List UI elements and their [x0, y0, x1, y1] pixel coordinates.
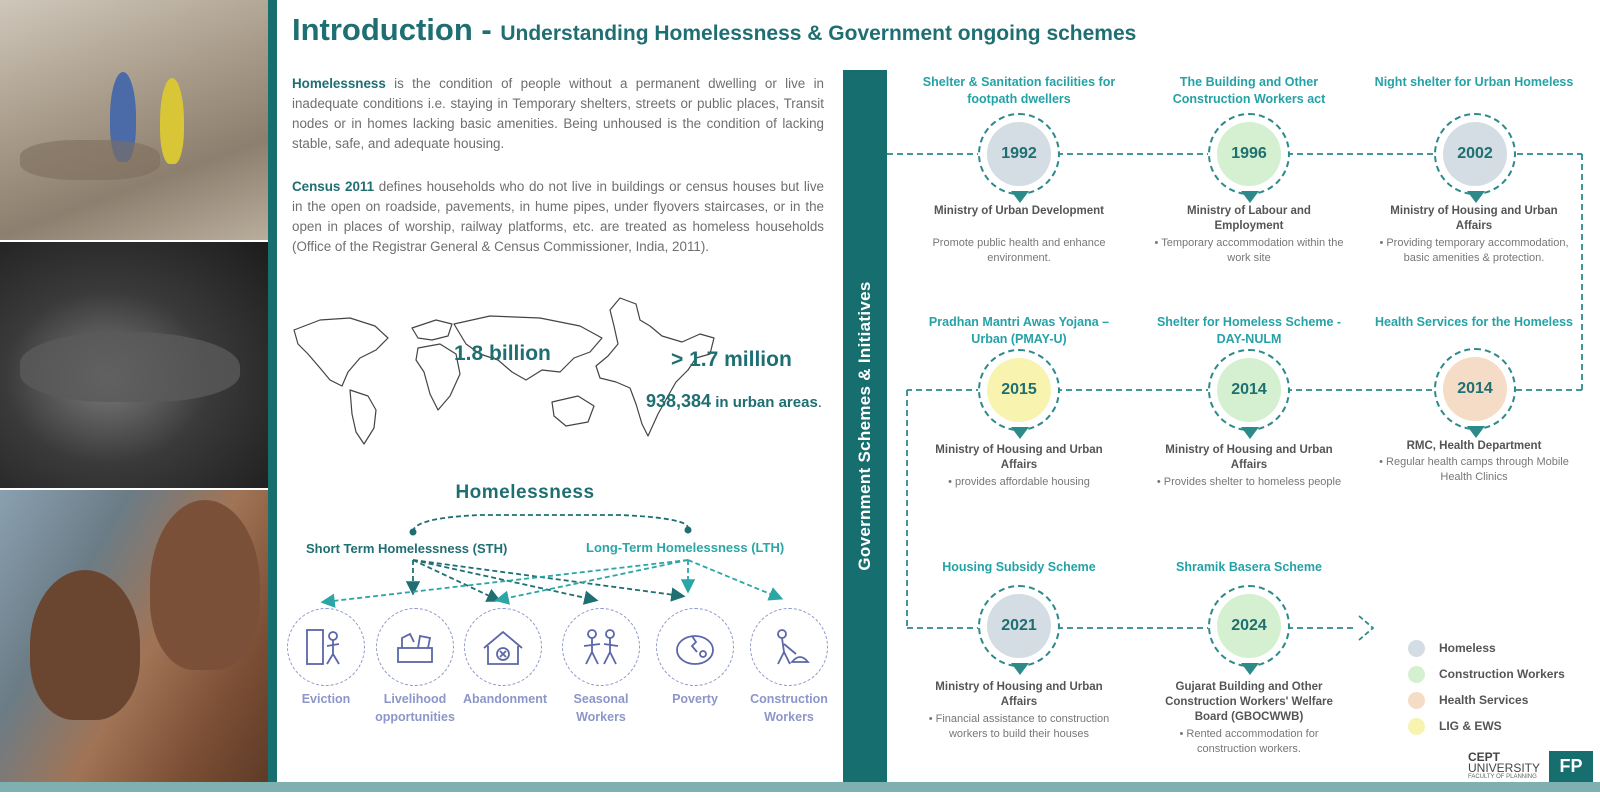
construction-worker-icon [766, 624, 812, 670]
scheme-title-2014-health: Health Services for the Homeless [1375, 315, 1573, 329]
livelihood-icon [392, 624, 438, 670]
year-pin-2014-health [1434, 348, 1516, 430]
cept-wordmark: CEPT [1468, 750, 1501, 764]
cept-university-logo [1468, 752, 1540, 781]
legend-item-lig-ews [1408, 713, 1565, 739]
year-1992: 1992 [987, 122, 1051, 186]
homelessness-definition-text: is the condition of people without a permanent dwelling or live in inadequate conditions i.e. staying in Temporary shelters, streets or public places, Transit nodes or in homes lacking basic amenities. Being unhoused is the condition of lacking stable, safe, and adequate housing. [292, 76, 824, 151]
cause-livelihood [375, 608, 455, 726]
cause-seasonal-workers [561, 608, 641, 726]
legend-item-health [1408, 687, 1565, 713]
sleeping-figure [20, 332, 240, 402]
title-separator: - [472, 12, 501, 47]
stat-world-homeless: 1.8 billion [454, 342, 551, 365]
legend-label: Homeless [1439, 641, 1496, 655]
year-pin-1996 [1208, 113, 1290, 195]
broken-piggy-bank-icon [670, 624, 720, 670]
homelessness-connectors [280, 500, 840, 620]
abandoned-house-icon [480, 624, 526, 670]
child-face-1 [30, 570, 140, 720]
term-census: Census 2011 [292, 179, 375, 194]
scheme-title-2014-nulm: Shelter for Homeless Scheme - DAY-NULM [1156, 315, 1342, 346]
year-pin-2002 [1434, 113, 1516, 195]
year-1996: 1996 [1217, 122, 1281, 186]
legend-label: LIG & EWS [1439, 719, 1502, 733]
left-accent-bar [268, 0, 277, 782]
fp-wordmark: FP [1559, 756, 1583, 776]
legend-item-homeless [1408, 635, 1565, 661]
bottom-accent-bar [0, 782, 1600, 792]
year-2024: 2024 [1217, 594, 1281, 658]
desc-2002: • Providing temporary accommodation, basic amenities & protection. [1379, 237, 1569, 264]
year-pin-2024 [1208, 585, 1290, 667]
legend-swatch [1408, 692, 1425, 709]
photo-children-portrait [0, 490, 268, 782]
year-2014-nulm: 2014 [1217, 358, 1281, 422]
year-pin-2015 [978, 349, 1060, 431]
census-definition-text: defines households who do not live in buildings or census houses but live in the open on roadside, pavements, in hume pipes, under flyovers staircases, or in the open in places of worship, railway platforms, etc. are treated as homeless households (Office of the Registrar General & Census Commissioner, India, 2011). [292, 179, 824, 254]
stat-urban-number: 938,384 [646, 391, 712, 411]
cause-label: Seasonal Workers [573, 692, 629, 724]
year-2002: 2002 [1443, 122, 1507, 186]
world-map-icon [290, 310, 630, 450]
desc-2021: • Financial assistance to construction workers to build their houses [928, 713, 1110, 740]
ministry-2014-health: RMC, Health Department [1406, 440, 1542, 452]
ministry-2024: Gujarat Building and Other Construction Workers' Welfare Board (GBOCWWB) [1165, 681, 1333, 723]
ministry-2002: Ministry of Housing and Urban Affairs [1390, 205, 1558, 232]
cause-construction-workers [749, 608, 829, 726]
eviction-icon [303, 624, 349, 670]
short-term-homelessness: Short Term Homelessness (STH) [306, 541, 508, 556]
cause-eviction [286, 608, 366, 708]
long-term-homelessness: Long-Term Homelessness (LTH) [586, 540, 785, 555]
title-subtitle: Understanding Homelessness & Government ongoing schemes [500, 22, 1137, 45]
cause-label: Abandonment [463, 692, 548, 706]
cause-abandonment [463, 608, 548, 708]
workers-icon [578, 624, 624, 670]
legend-swatch [1408, 718, 1425, 735]
cause-poverty [655, 608, 735, 708]
photo-man-sleeping [0, 242, 268, 488]
child-face-2 [150, 500, 260, 670]
term-homelessness: Homelessness [292, 76, 386, 91]
desc-2015: • provides affordable housing [948, 476, 1090, 488]
ministry-2014-nulm: Ministry of Housing and Urban Affairs [1165, 444, 1333, 471]
stat-urban-homeless [646, 388, 826, 416]
desc-2014-nulm: • Provides shelter to homeless people [1156, 476, 1342, 488]
homelessness-heading: Homelessness [455, 482, 595, 503]
debris [20, 140, 160, 180]
cause-label: Livelihood opportunities [375, 692, 455, 724]
year-pin-2021 [978, 585, 1060, 667]
government-schemes-label: Government Schemes & Initiatives [855, 281, 874, 571]
desc-2014-health: • Regular health camps through Mobile Health Clinics [1379, 456, 1569, 483]
university-wordmark: UNIVERSITY [1468, 761, 1541, 775]
ministry-1996: Ministry of Labour and Employment [1187, 205, 1311, 232]
year-2014-health: 2014 [1443, 357, 1507, 421]
scheme-title-1992: Shelter & Sanitation facilities for footpath dwellers [922, 75, 1116, 106]
census-definition [292, 177, 824, 257]
legend-swatch [1408, 640, 1425, 657]
page-title [292, 12, 1136, 48]
scheme-title-2021: Housing Subsidy Scheme [942, 560, 1096, 574]
stat-urban-period: . [817, 394, 822, 411]
title-main: Introduction [292, 12, 473, 47]
scheme-title-2002: Night shelter for Urban Homeless [1374, 75, 1574, 89]
cause-label: Eviction [301, 692, 351, 706]
stat-urban-text: in urban areas [711, 394, 818, 411]
year-2015: 2015 [987, 358, 1051, 422]
year-2021: 2021 [987, 594, 1051, 658]
photo-children-walking [0, 0, 268, 240]
homelessness-definition [292, 74, 824, 154]
faculty-wordmark: FACULTY OF PLANNING [1468, 774, 1537, 780]
year-pin-1992 [978, 113, 1060, 195]
legend-label: Construction Workers [1439, 667, 1565, 681]
scheme-title-2015: Pradhan Mantri Awas Yojana – Urban (PMAY-U) [928, 315, 1110, 346]
legend-swatch [1408, 666, 1425, 683]
scheme-title-1996: The Building and Other Construction Workers act [1172, 75, 1326, 106]
child-figure-2 [160, 78, 184, 164]
legend [1408, 635, 1565, 739]
desc-1996: • Temporary accommodation within the work site [1154, 237, 1344, 264]
ministry-2021: Ministry of Housing and Urban Affairs [935, 681, 1103, 708]
desc-2024: • Rented accommodation for construction workers. [1179, 728, 1319, 755]
legend-label: Health Services [1439, 693, 1529, 707]
scheme-title-2024: Shramik Basera Scheme [1176, 560, 1322, 574]
stat-india-homeless: > 1.7 million [671, 348, 792, 371]
cause-label: Poverty [672, 692, 718, 706]
legend-item-construction [1408, 661, 1565, 687]
year-pin-2014-nulm [1208, 349, 1290, 431]
cause-label: Construction Workers [750, 692, 828, 724]
desc-1992: Promote public health and enhance environment. [932, 237, 1106, 264]
ministry-2015: Ministry of Housing and Urban Affairs [935, 444, 1103, 471]
ministry-1992: Ministry of Urban Development [934, 205, 1104, 217]
